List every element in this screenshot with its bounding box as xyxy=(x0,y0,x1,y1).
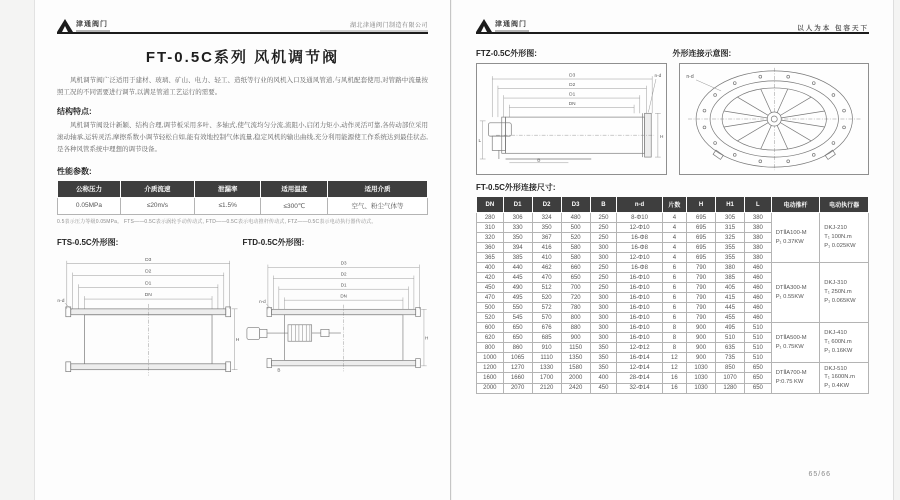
right-headings-row xyxy=(476,42,869,62)
dims-header-cell: D1 xyxy=(503,197,532,213)
figure-headings-row xyxy=(57,233,428,250)
dims-cell: 660 xyxy=(561,263,590,273)
brand-logo-icon xyxy=(57,19,73,32)
dims-cell: 300 xyxy=(590,293,617,303)
brand-text-block xyxy=(495,19,529,32)
dims-cell: 780 xyxy=(561,303,590,313)
dims-cell: 325 xyxy=(716,233,745,243)
dims-cell: 380 xyxy=(716,263,745,273)
dims-cell: 6 xyxy=(662,283,686,293)
ftz-l-label: L xyxy=(478,138,482,144)
dims-cell: 16-Φ10 xyxy=(617,293,662,303)
dims-cell: 305 xyxy=(716,213,745,223)
fts-nd-label: n-d xyxy=(57,298,65,304)
dims-cell: 480 xyxy=(561,213,590,223)
page-left-header xyxy=(57,0,428,34)
dims-cell: 250 xyxy=(590,263,617,273)
dims-cell: 310 xyxy=(477,223,504,233)
dims-heading: FT-0.5C外形连接尺寸: xyxy=(476,183,556,192)
page-right-header xyxy=(476,0,869,34)
dims-cell: 720 xyxy=(561,293,590,303)
dims-cell: 380 xyxy=(745,243,772,253)
figures-row xyxy=(57,250,428,380)
dims-cell: 300 xyxy=(590,303,617,313)
dims-cell: 350 xyxy=(590,353,617,363)
dims-cell: 1030 xyxy=(687,383,716,393)
dims-cell: 12-Φ12 xyxy=(617,343,662,353)
page-title: FT-0.5C系列 风机调节阀 xyxy=(145,49,340,66)
dims-cell: 600 xyxy=(477,323,504,333)
dims-cell: 1270 xyxy=(503,363,532,373)
dims-cell: 460 xyxy=(745,313,772,323)
dims-cell: 520 xyxy=(561,233,590,243)
dims-cell: 324 xyxy=(532,213,561,223)
dims-cell: 676 xyxy=(532,323,561,333)
ftz-heading: FTZ-0.5C外形图: xyxy=(476,49,537,58)
dims-row xyxy=(477,213,869,223)
dims-cell: 1030 xyxy=(687,363,716,373)
dims-cell: 280 xyxy=(477,213,504,223)
dims-cell: 900 xyxy=(687,323,716,333)
dims-cell: 570 xyxy=(532,313,561,323)
perf-value-cell: ≤20m/s xyxy=(120,197,194,214)
brand-logo-icon xyxy=(476,19,492,32)
dims-cell: 685 xyxy=(532,333,561,343)
features-paragraph: 风机调节阀设计新颖、结构合理,调节板采用多叶、多轴式,使气流均匀分流,流阻小,启闭力矩小,动作灵活可靠,各传动部位采用滚动轴承,运转灵活,摩擦系数小调节轻松自如,能有效地控制气体流量,稳定风机的输出曲线,充分利用能源使工作系统达到最佳状态,是各种风管系统中理想的调节设备。 xyxy=(57,121,428,154)
connection-annotations xyxy=(686,74,721,91)
dims-cell: 1280 xyxy=(716,383,745,393)
dims-cell: 16-Φ8 xyxy=(617,233,662,243)
ftz-dimension-lines xyxy=(492,73,652,117)
dims-cell: 350 xyxy=(590,343,617,353)
dims-cell: 16-Φ10 xyxy=(617,303,662,313)
dims-cell: 355 xyxy=(716,243,745,253)
dims-cell: 420 xyxy=(477,273,504,283)
dim-label-d1: D1 xyxy=(145,281,152,287)
ftd-actuator xyxy=(246,325,340,341)
dims-cell: 695 xyxy=(687,223,716,233)
brand-subline xyxy=(76,30,110,32)
perf-value-cell: ≤300℃ xyxy=(261,197,328,214)
dims-cell: 405 xyxy=(716,283,745,293)
dims-cell: 385 xyxy=(503,253,532,263)
brand-text-block xyxy=(76,19,110,32)
dims-cell: 4 xyxy=(662,253,686,263)
dims-cell: 455 xyxy=(716,313,745,323)
dims-cell: 2070 xyxy=(503,383,532,393)
dims-cell: 1580 xyxy=(561,363,590,373)
perf-value-cell: ≤1.5% xyxy=(194,197,261,214)
dims-cell: 400 xyxy=(477,263,504,273)
dim-label-d1: D1 xyxy=(569,92,576,98)
dims-cell: 470 xyxy=(477,293,504,303)
dim-label-d3: D3 xyxy=(340,260,347,266)
dims-cell: 510 xyxy=(716,333,745,343)
dims-cell: 250 xyxy=(590,273,617,283)
dim-label-dn: DN xyxy=(339,293,347,299)
dims-cell: 12 xyxy=(662,353,686,363)
dims-cell: 1110 xyxy=(532,353,561,363)
perf-value-cell: 空气、粉尘气体等 xyxy=(328,197,428,214)
dims-cell: 380 xyxy=(745,223,772,233)
fts-heading: FTS-0.5C外形图: xyxy=(57,237,119,247)
dims-cell: 495 xyxy=(503,293,532,303)
dims-cell: 1700 xyxy=(532,373,561,383)
connection-heading: 外形连接示意图: xyxy=(672,49,732,58)
dims-cell: 380 xyxy=(745,253,772,263)
ftd-spring-hatch xyxy=(287,325,311,341)
brand-subline xyxy=(495,30,529,32)
brand-name: 津通阀门 xyxy=(76,21,108,28)
dims-cell: 385 xyxy=(716,273,745,283)
dims-cell: 16-Φ10 xyxy=(617,283,662,293)
dim-label-d1: D1 xyxy=(340,282,347,288)
perf-header-row xyxy=(58,180,428,197)
brand-name: 津通阀门 xyxy=(495,21,527,28)
performance-table xyxy=(57,180,428,215)
dims-cell: 1330 xyxy=(532,363,561,373)
dims-cell: 440 xyxy=(503,263,532,273)
dims-header-cell: H1 xyxy=(716,197,745,213)
dims-header-cell: H xyxy=(687,197,716,213)
perf-value-cell: 0.05MPa xyxy=(58,197,121,214)
dims-cell: 1350 xyxy=(561,353,590,363)
dims-cell: 790 xyxy=(687,273,716,283)
dims-cell: 6 xyxy=(662,303,686,313)
dims-cell: 445 xyxy=(716,303,745,313)
dims-cell: 2000 xyxy=(477,383,504,393)
perf-header-cell: 适用介质 xyxy=(328,180,428,197)
page-right xyxy=(452,0,894,500)
dims-cell: 6 xyxy=(662,273,686,283)
dims-cell: 650 xyxy=(503,323,532,333)
ftz-b-label: B xyxy=(537,158,541,164)
ftz-drawing-box xyxy=(476,63,667,175)
ftd-dimension-lines xyxy=(267,260,418,309)
dims-cell: 510 xyxy=(745,333,772,343)
dims-cell: 306 xyxy=(503,213,532,223)
dims-cell: 520 xyxy=(532,293,561,303)
dims-cell: 860 xyxy=(503,343,532,353)
dims-cell: 350 xyxy=(590,363,617,373)
dims-cell: 650 xyxy=(503,333,532,343)
dims-cell: 8 xyxy=(662,343,686,353)
dims-header-cell: D2 xyxy=(532,197,561,213)
dims-cell: 910 xyxy=(532,343,561,353)
dims-cell: 350 xyxy=(503,233,532,243)
dims-cell: 510 xyxy=(745,353,772,363)
dims-cell: 550 xyxy=(503,303,532,313)
dims-cell: 900 xyxy=(687,353,716,363)
dims-cell: 300 xyxy=(590,253,617,263)
dims-cell: 16-Φ8 xyxy=(617,263,662,273)
dims-cell: 695 xyxy=(687,213,716,223)
dims-cell: 12-Φ10 xyxy=(617,223,662,233)
dims-header-cell: 电动执行器 xyxy=(820,197,869,213)
dims-cell: 365 xyxy=(477,253,504,263)
dims-cell: 450 xyxy=(590,383,617,393)
pusher-cell: DTⅡA700-M P:0.75 KW xyxy=(771,363,820,394)
ftz-h-label: H xyxy=(659,135,664,141)
dims-cell: 1030 xyxy=(687,373,716,383)
dims-cell: 790 xyxy=(687,283,716,293)
dims-cell: 367 xyxy=(532,233,561,243)
dims-cell: 416 xyxy=(532,243,561,253)
dims-cell: 900 xyxy=(687,343,716,353)
dims-cell: 800 xyxy=(477,343,504,353)
dims-cell: 6 xyxy=(662,293,686,303)
dims-cell: 2000 xyxy=(561,373,590,383)
dims-cell: 315 xyxy=(716,223,745,233)
connection-nd-label: n-d xyxy=(685,73,694,80)
dims-cell: 4 xyxy=(662,223,686,233)
dims-cell: 300 xyxy=(590,313,617,323)
actuator-cell: DKJ-210 T₁ 100N.m P₁ 0.025KW xyxy=(820,213,869,263)
dims-cell: 545 xyxy=(503,313,532,323)
dims-cell: 16 xyxy=(662,383,686,393)
perf-header-cell: 泄漏率 xyxy=(194,180,261,197)
pusher-cell: DTⅡA300-M P₁ 0.55KW xyxy=(771,263,820,323)
dims-cell: 512 xyxy=(532,283,561,293)
dims-cell: 250 xyxy=(590,223,617,233)
dims-cell: 4 xyxy=(662,243,686,253)
dims-cell: 462 xyxy=(532,263,561,273)
pusher-cell: DTⅡA100-M P₁ 0.37KW xyxy=(771,213,820,263)
dims-cell: 410 xyxy=(532,253,561,263)
dims-cell: 620 xyxy=(477,333,504,343)
dims-cell: 790 xyxy=(687,263,716,273)
dims-header-row xyxy=(477,197,869,213)
dims-cell: 6 xyxy=(662,313,686,323)
dims-cell: 6 xyxy=(662,263,686,273)
ftd-b-label: B xyxy=(276,367,280,373)
ftd-drawing xyxy=(246,250,429,380)
dim-label-dn: DN xyxy=(568,102,576,108)
dims-table-body xyxy=(477,213,869,394)
ftd-nd-label: n-d xyxy=(258,298,266,304)
ftz-drawing xyxy=(477,64,666,174)
dims-cell: 1070 xyxy=(716,373,745,383)
ftd-h-label: H xyxy=(424,335,428,341)
dims-cell: 400 xyxy=(590,373,617,383)
performance-heading: 性能参数: xyxy=(57,166,92,176)
dims-cell: 510 xyxy=(745,343,772,353)
dims-cell: 250 xyxy=(590,233,617,243)
dims-cell: 790 xyxy=(687,313,716,323)
dims-cell: 360 xyxy=(477,243,504,253)
dims-cell: 580 xyxy=(561,243,590,253)
dims-cell: 300 xyxy=(590,243,617,253)
dims-cell: 2420 xyxy=(561,383,590,393)
ftd-body xyxy=(266,304,419,371)
dims-cell: 16-Φ10 xyxy=(617,313,662,323)
dims-header-cell: B xyxy=(590,197,617,213)
dims-row xyxy=(477,323,869,333)
dims-cell: 4 xyxy=(662,233,686,243)
dims-row xyxy=(477,363,869,373)
dims-cell: 650 xyxy=(745,383,772,393)
fts-drawing xyxy=(57,250,240,380)
dims-header-cell: 片数 xyxy=(662,197,686,213)
dims-cell: 1150 xyxy=(561,343,590,353)
dims-cell: 500 xyxy=(477,303,504,313)
dims-header-cell: 电动推杆 xyxy=(771,197,820,213)
dims-cell: 8 xyxy=(662,323,686,333)
brand-block-right xyxy=(476,19,529,32)
connection-diagram-box xyxy=(679,63,870,175)
dims-cell: 580 xyxy=(561,253,590,263)
dims-cell: 394 xyxy=(503,243,532,253)
dims-cell: 16 xyxy=(662,373,686,383)
dims-cell: 16-Φ8 xyxy=(617,243,662,253)
page-number: 65/66 xyxy=(808,471,831,478)
features-heading: 结构特点: xyxy=(57,106,92,116)
dims-cell: 495 xyxy=(716,323,745,333)
dims-cell: 16-Φ10 xyxy=(617,333,662,343)
dims-cell: 355 xyxy=(716,253,745,263)
dims-cell: 460 xyxy=(745,303,772,313)
dim-label-d2: D2 xyxy=(569,83,576,89)
dims-cell: 415 xyxy=(716,293,745,303)
dims-cell: 470 xyxy=(532,273,561,283)
dims-cell: 650 xyxy=(745,363,772,373)
dims-cell: 16-Φ14 xyxy=(617,353,662,363)
dims-cell: 380 xyxy=(745,213,772,223)
page-left xyxy=(34,0,451,500)
perf-header-cell: 适用温度 xyxy=(261,180,328,197)
dims-cell: 900 xyxy=(687,333,716,343)
actuator-cell: DKJ-310 T₁ 250N.m P₁ 0.065KW xyxy=(820,263,869,323)
dims-cell: 790 xyxy=(687,303,716,313)
dims-cell: 32-Φ14 xyxy=(617,383,662,393)
dims-cell: 445 xyxy=(503,273,532,283)
perf-value-row xyxy=(58,197,428,214)
dims-cell: 880 xyxy=(561,323,590,333)
dims-cell: 8 xyxy=(662,333,686,343)
dim-label-d2: D2 xyxy=(145,269,152,275)
dims-cell: 800 xyxy=(561,313,590,323)
perf-header-cell: 介质流速 xyxy=(120,180,194,197)
dims-cell: 350 xyxy=(532,223,561,233)
dims-cell: 695 xyxy=(687,243,716,253)
dims-cell: 695 xyxy=(687,253,716,263)
dims-cell: 650 xyxy=(745,373,772,383)
dims-cell: 8-Φ10 xyxy=(617,213,662,223)
company-name: 湖北津通阀门制造有限公司 xyxy=(349,22,428,29)
dims-cell: 1065 xyxy=(503,353,532,363)
dims-cell: 460 xyxy=(745,283,772,293)
dims-cell: 12-Φ10 xyxy=(617,253,662,263)
company-motto: 以人为本 包容天下 xyxy=(797,25,869,32)
dims-cell: 572 xyxy=(532,303,561,313)
dims-cell: 490 xyxy=(503,283,532,293)
dims-cell: 850 xyxy=(716,363,745,373)
dims-cell: 330 xyxy=(503,223,532,233)
dims-cell: 635 xyxy=(716,343,745,353)
company-subline xyxy=(320,30,428,32)
dims-cell: 700 xyxy=(561,283,590,293)
dims-header-cell: D3 xyxy=(561,197,590,213)
model-note: 0.5表示压力等级0.05MPa。 FTS——0.5C表示涡轮手动传动式, FTD——0.5C表示电动推杆传动式, FTZ——0.5C表示电动执行器传动式。 xyxy=(57,218,377,225)
dims-row xyxy=(477,263,869,273)
dims-cell: 520 xyxy=(477,313,504,323)
dims-cell: 12 xyxy=(662,363,686,373)
dims-cell: 460 xyxy=(745,263,772,273)
fts-dimension-lines xyxy=(67,257,230,309)
connection-diagram xyxy=(680,64,869,174)
fts-h-label: H xyxy=(235,337,240,343)
dims-cell: 4 xyxy=(662,213,686,223)
perf-header-cell: 公称压力 xyxy=(58,180,121,197)
dims-header-cell: n-d xyxy=(617,197,662,213)
dims-cell: 250 xyxy=(590,213,617,223)
dims-cell: 300 xyxy=(590,323,617,333)
ftz-body xyxy=(496,113,654,157)
dimensions-table xyxy=(476,196,869,394)
dims-cell: 1200 xyxy=(477,363,504,373)
actuator-cell: DKJ-510 T₁ 1600N.m P₁ 0.4KW xyxy=(820,363,869,394)
dims-cell: 320 xyxy=(477,233,504,243)
dims-cell: 460 xyxy=(745,293,772,303)
ftz-nd-label: n-d xyxy=(654,74,662,80)
dims-cell: 790 xyxy=(687,293,716,303)
dims-cell: 650 xyxy=(561,273,590,283)
dims-cell: 380 xyxy=(745,233,772,243)
dims-cell: 460 xyxy=(745,273,772,283)
ftd-heading: FTD-0.5C外形图: xyxy=(242,237,305,247)
dims-cell: 28-Φ14 xyxy=(617,373,662,383)
dims-cell: 450 xyxy=(477,283,504,293)
dims-cell: 1600 xyxy=(477,373,504,383)
dims-header-cell: DN xyxy=(477,197,504,213)
dim-label-d3: D3 xyxy=(145,257,152,263)
intro-paragraph: 风机调节阀广泛适用于建材、玻璃、矿山、电力、轻工、造纸等行业的风机入口及通风管道,与风机配套使用,对管路中流量按照工况的不同需要进行调节,以满足管道工艺运行的需要。 xyxy=(57,77,428,97)
dims-cell: 300 xyxy=(590,333,617,343)
dims-cell: 16-Φ10 xyxy=(617,273,662,283)
company-block xyxy=(320,20,428,33)
right-figures-row xyxy=(476,63,869,175)
brand-block xyxy=(57,19,110,32)
dim-label-dn: DN xyxy=(144,292,152,298)
dims-cell: 12-Φ14 xyxy=(617,363,662,373)
dims-cell: 695 xyxy=(687,233,716,243)
dims-cell: 16-Φ10 xyxy=(617,323,662,333)
dim-label-d2: D2 xyxy=(340,271,347,277)
pusher-cell: DTⅡA500-M P₁ 0.75KW xyxy=(771,323,820,363)
fts-body xyxy=(66,304,231,376)
dims-cell: 500 xyxy=(561,223,590,233)
dims-cell: 250 xyxy=(590,283,617,293)
dims-header-cell: L xyxy=(745,197,772,213)
actuator-cell: DKJ-410 T₁ 600N.m P₁ 0.16KW xyxy=(820,323,869,363)
dim-label-d3: D3 xyxy=(569,73,576,79)
dims-cell: 510 xyxy=(745,323,772,333)
dims-cell: 900 xyxy=(561,333,590,343)
dims-cell: 1660 xyxy=(503,373,532,383)
dims-cell: 1000 xyxy=(477,353,504,363)
dims-cell: 2120 xyxy=(532,383,561,393)
dims-cell: 735 xyxy=(716,353,745,363)
